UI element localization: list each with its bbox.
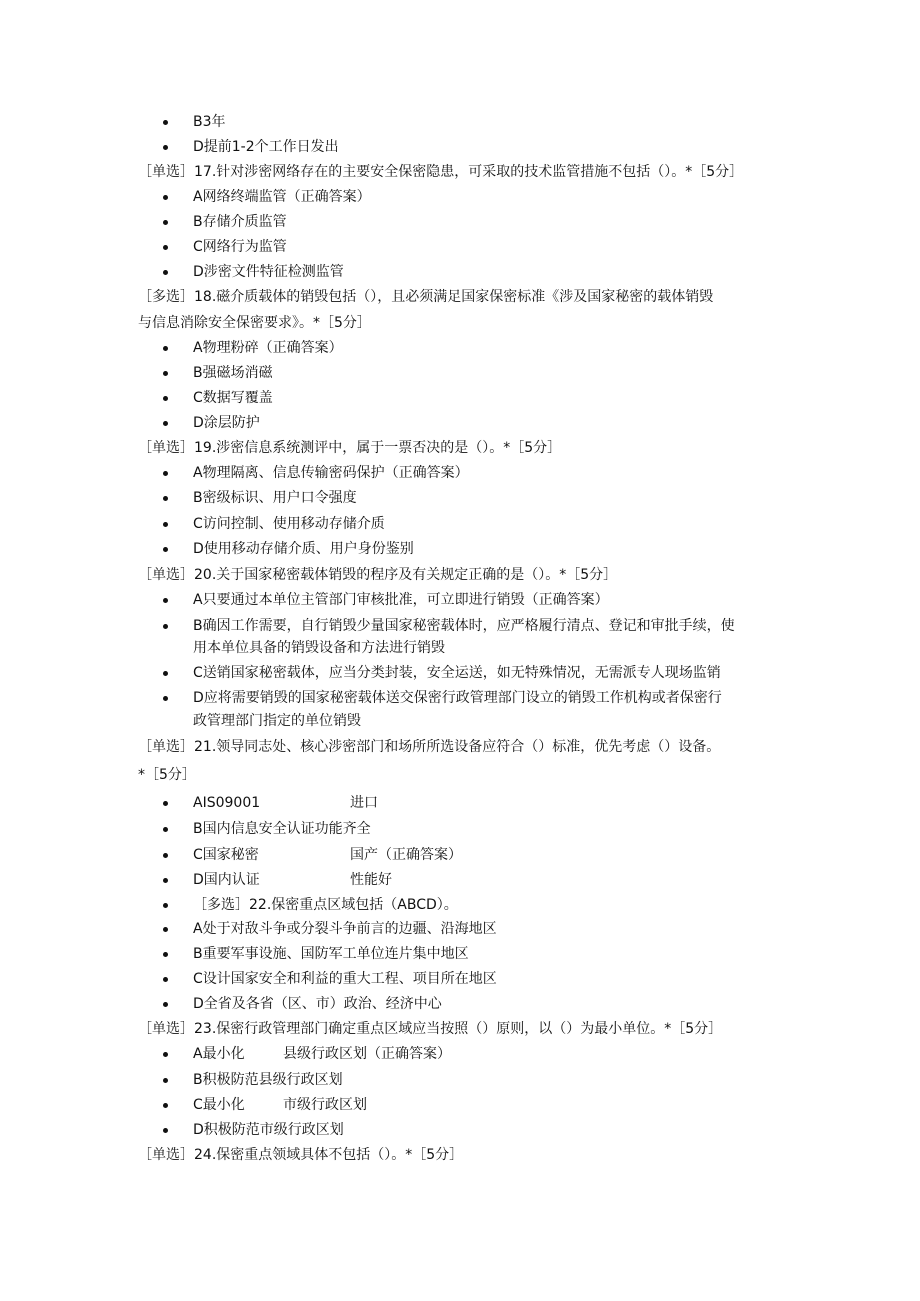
- bullet-icon: [163, 671, 168, 676]
- bullet-icon: [163, 245, 168, 250]
- option-item: D积极防范市级行政区划: [193, 1122, 344, 1138]
- bullet-icon: [163, 1128, 168, 1133]
- bullet-icon: [163, 878, 168, 883]
- bullet-icon: [163, 801, 168, 806]
- option-item: D涉密文件特征检测监管: [193, 264, 344, 280]
- bullet-icon: [163, 522, 168, 527]
- option-item: A只要通过本单位主管部门审核批准，可立即进行销毁（正确答案）: [193, 592, 609, 608]
- bullet-icon: [163, 624, 168, 629]
- option-item: D涂层防护: [193, 415, 260, 431]
- option-item: D国内认证: [193, 872, 260, 888]
- option-item: AIS09001: [193, 795, 261, 811]
- question-line: ［单选］20.关于国家秘密载体销毁的程序及有关规定正确的是（）。*［5分］: [138, 567, 618, 583]
- option-item: D提前1-2个工作日发出: [193, 139, 339, 155]
- question-line: ［单选］21.领导同志处、核心涉密部门和场所所选设备应符合（）标准，优先考虑（）设备。: [138, 739, 721, 755]
- question-line: ［单选］17.针对涉密网络存在的主要安全保密隐患，可采取的技术监管措施不包括（）。*［5分］: [138, 164, 744, 180]
- bullet-icon: [163, 827, 168, 832]
- option-item: A物理隔离、信息传输密码保护（正确答案）: [193, 465, 469, 481]
- option-item: B密级标识、用户口令强度: [193, 490, 357, 506]
- question-line: ［单选］19.涉密信息系统测评中，属于一票否决的是（）。*［5分］: [138, 440, 562, 456]
- option-item: B重要军事设施、国防军工单位连片集中地区: [193, 946, 469, 962]
- bullet-icon: [163, 346, 168, 351]
- option-item: C访问控制、使用移动存储介质: [193, 516, 385, 532]
- bullet-icon: [163, 471, 168, 476]
- bullet-icon: [163, 195, 168, 200]
- option-continuation: 用本单位具备的销毁设备和方法进行销毁: [193, 640, 445, 656]
- option-item: B强磁场消磁: [193, 365, 273, 381]
- option-item: C送销国家秘密载体，应当分类封装，安全运送，如无特殊情况，无需派专人现场监销: [193, 665, 721, 681]
- question-line: ［单选］24.保密重点领域具体不包括（）。*［5分］: [138, 1147, 464, 1163]
- option-item: A最小化: [193, 1046, 245, 1062]
- option-item: C国家秘密: [193, 847, 259, 863]
- option-second-column: 县级行政区划（正确答案）: [283, 1046, 451, 1062]
- bullet-icon: [163, 496, 168, 501]
- option-item: B存储介质监管: [193, 214, 287, 230]
- option-second-column: 市级行政区划: [283, 1097, 367, 1113]
- option-item: C数据写覆盖: [193, 390, 273, 406]
- bullet-icon: [163, 952, 168, 957]
- bullet-icon: [163, 1103, 168, 1108]
- bullet-icon: [163, 1052, 168, 1057]
- question-line: *［5分］: [138, 767, 196, 783]
- question-line: ［单选］23.保密行政管理部门确定重点区域应当按照（）原则，以（）为最小单位。*［5分］: [138, 1021, 723, 1037]
- bullet-icon: [163, 120, 168, 125]
- option-item: A网络终端监管（正确答案）: [193, 189, 371, 205]
- option-item: C网络行为监管: [193, 239, 287, 255]
- bullet-icon: [163, 598, 168, 603]
- question-line: ［多选］18.磁介质载体的销毁包括（），且必须满足国家保密标准《涉及国家秘密的载体销毁: [138, 289, 714, 305]
- option-item: B国内信息安全认证功能齐全: [193, 821, 371, 837]
- option-second-column: 性能好: [350, 872, 392, 888]
- option-item: C最小化: [193, 1097, 245, 1113]
- option-item: A处于对敌斗争或分裂斗争前言的边疆、沿海地区: [193, 921, 497, 937]
- option-continuation: 政管理部门指定的单位销毁: [193, 713, 361, 729]
- bullet-icon: [163, 696, 168, 701]
- option-item: D使用移动存储介质、用户身份鉴别: [193, 541, 414, 557]
- bullet-icon: [163, 220, 168, 225]
- bullet-icon: [163, 547, 168, 552]
- bullet-icon: [163, 853, 168, 858]
- option-second-column: 进口: [350, 795, 378, 811]
- option-item: A物理粉碎（正确答案）: [193, 340, 343, 356]
- bullet-icon: [163, 371, 168, 376]
- bullet-icon: [163, 145, 168, 150]
- option-item: ［多选］22.保密重点区域包括（ABCD）。: [193, 897, 458, 913]
- option-second-column: 国产（正确答案）: [350, 847, 462, 863]
- option-item: D全省及各省（区、市）政治、经济中心: [193, 996, 442, 1012]
- question-line: 与信息消除安全保密要求》。*［5分］: [138, 315, 371, 331]
- bullet-icon: [163, 1002, 168, 1007]
- option-item: B确因工作需要，自行销毁少量国家秘密载体时，应严格履行清点、登记和审批手续，使: [193, 618, 735, 634]
- option-item: B3年: [193, 114, 226, 130]
- bullet-icon: [163, 903, 168, 908]
- option-item: D应将需要销毁的国家秘密载体送交保密行政管理部门设立的销毁工作机构或者保密行: [193, 690, 722, 706]
- bullet-icon: [163, 1078, 168, 1083]
- bullet-icon: [163, 396, 168, 401]
- bullet-icon: [163, 270, 168, 275]
- option-item: C设计国家安全和利益的重大工程、项目所在地区: [193, 971, 497, 987]
- bullet-icon: [163, 927, 168, 932]
- bullet-icon: [163, 421, 168, 426]
- bullet-icon: [163, 977, 168, 982]
- option-item: B积极防范县级行政区划: [193, 1072, 343, 1088]
